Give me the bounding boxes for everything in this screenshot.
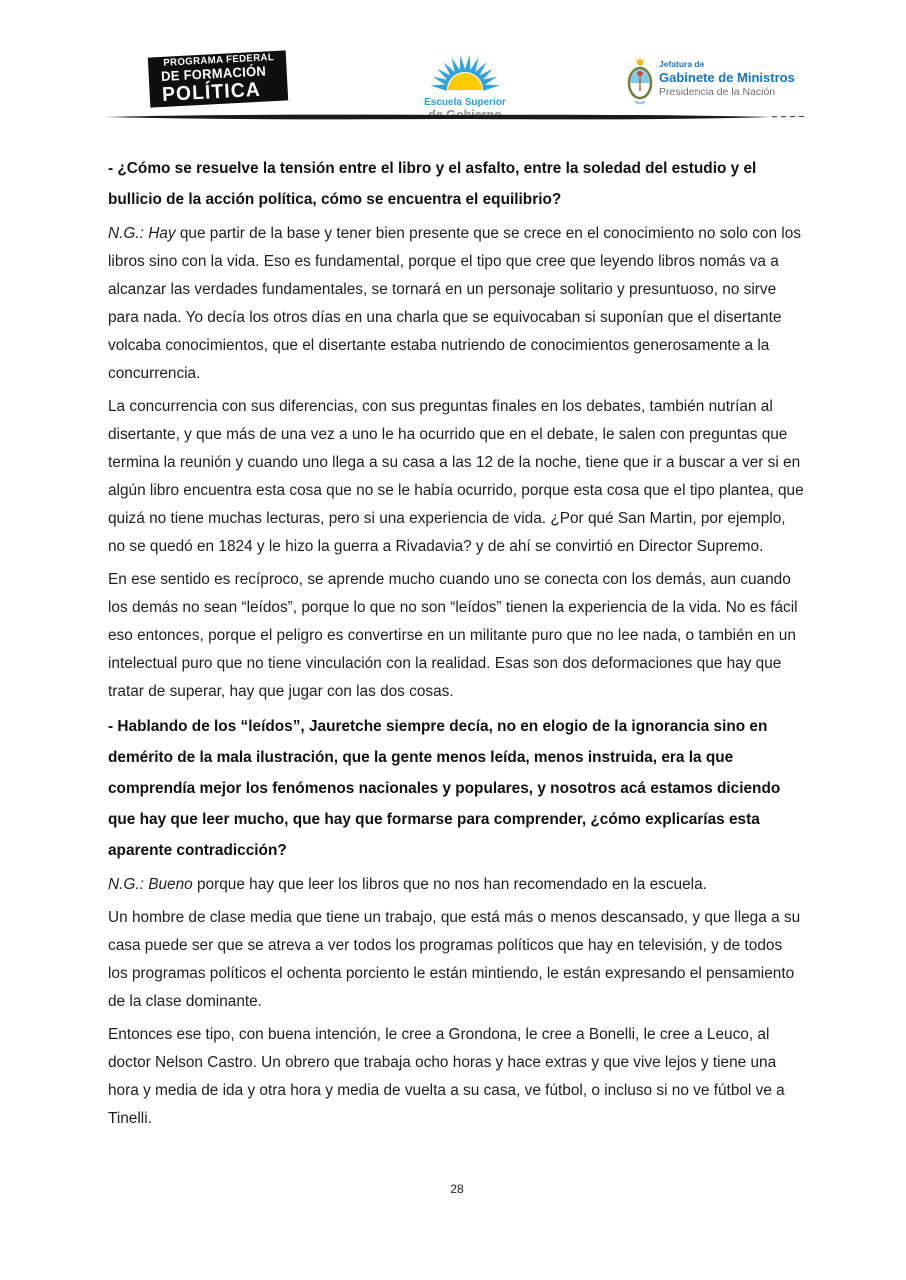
interview-paragraph: Entonces ese tipo, con buena intención, le cree a Grondona, le cree a Bonelli, le cree a Leuco, al doctor Nelson Castro. Un obrero que trabaja ocho horas y hace extras y que vive lejos y tiene una hora y media de ida y otra hora y media de vuelta a su casa, ve fútbol, o incluso si no ve fútbol ve a Tinelli. — [108, 1026, 785, 1127]
jefatura-line-2: Gabinete de Ministros — [659, 69, 795, 85]
escuela-superior-logo — [413, 50, 517, 122]
interview-paragraph: En ese sentido es recíproco, se aprende mucho cuando uno se conecta con los demás, aun cuando los demás no sean “leídos”, porque lo que no son “leídos” tienen la experiencia de la vida. No es fácil eso entonces, porque el peligro es convertirse en un militante puro que no lee nada, o también en un intelectual puro que no tiene vinculación con la realidad. Esas son dos deformaciones que hay que tratar de superar, hay que jugar con las dos cosas. — [108, 571, 798, 700]
jefatura-logo-text — [659, 57, 795, 97]
sun-icon — [429, 50, 501, 92]
interview-question: - ¿Cómo se resuelve la tensión entre el libro y el asfalto, entre la soledad del estudio y el bullicio de la acción política, cómo se encuentra el equilibrio? — [108, 160, 757, 208]
coat-of-arms-icon — [627, 57, 653, 105]
speaker-label: N.G.: Bueno — [108, 876, 193, 893]
escuela-superior-title: Escuela Superior — [424, 97, 506, 108]
logo-line-1: PROGRAMA FEDERAL — [162, 52, 275, 70]
page-number: 28 — [450, 1182, 464, 1196]
page-footer — [108, 1180, 806, 1198]
jefatura-line-3: Presidencia de la Nación — [659, 85, 776, 98]
divider-line — [104, 112, 806, 122]
jefatura-line-1: Jefatura de — [659, 59, 705, 69]
speaker-label: N.G.: Hay — [108, 225, 176, 242]
programa-federal-logo — [148, 50, 288, 107]
logo-line-2: DE FORMACIÓN — [160, 63, 267, 85]
interview-paragraph: N.G.: Hay que partir de la base y tener bien presente que se crece en el conocimiento no solo con los libros sino con la vida. Eso es fundamental, porque el tipo que cree que leyendo libros nomás va a alcanzar las verdades fundamentales, se tornará en un personaje solitario y presuntuoso, no sirve para nada. Yo decía los otros días en una charla que se equivocaban si suponían que el disertante volcaba conocimientos, que el disertante estaba nutriendo de conocimientos generosamente a la concurrencia. — [108, 225, 801, 382]
interview-question: - Hablando de los “leídos”, Jauretche siempre decía, no en elogio de la ignorancia sino en demérito de la mala ilustración, que la gente menos leída, menos instruida, era la que comprendía mejor los fenómenos nacionales y populares, y nosotros acá estamos diciendo que hay que leer mucho, que hay que formarse para comprender, ¿cómo explicarías esta aparente contradicción? — [108, 718, 781, 859]
interview-paragraph: Un hombre de clase media que tiene un trabajo, que está más o menos descansado, y que llega a su casa puede ser que se atreva a ver todos los programas políticos que hay en televisión, y de todos los programas políticos el ochenta porciento le están mintiendo, le están expresando el pensamiento de la clase dominante. — [108, 909, 801, 1010]
programa-federal-logo-text — [160, 53, 276, 104]
article-body — [108, 153, 806, 1138]
interview-paragraph: N.G.: Bueno porque hay que leer los libros que no nos han recomendado en la escuela. — [108, 876, 707, 893]
logo-line-3: POLÍTICA — [161, 78, 262, 106]
jefatura-gabinete-logo — [627, 57, 795, 105]
interview-paragraph: La concurrencia con sus diferencias, con sus preguntas finales en los debates, también nutrían al disertante, y que más de una vez a uno le ha ocurrido que en el debate, le salen con preguntas que termina la reunión y cuando uno llega a su casa a las 12 de la noche, tiene que ir a buscar a ver si en algún libro encuentra esta cosa que no se le había ocurrido, porque esta cosa que el tipo plantea, que quizá no tiene muchas lecturas, pero si una experiencia de vida. ¿Por qué San Martin, por ejemplo, no se quedó en 1824 y le hizo la guerra a Rivadavia? y de ahí se convirtió en Director Supremo. — [108, 398, 804, 555]
